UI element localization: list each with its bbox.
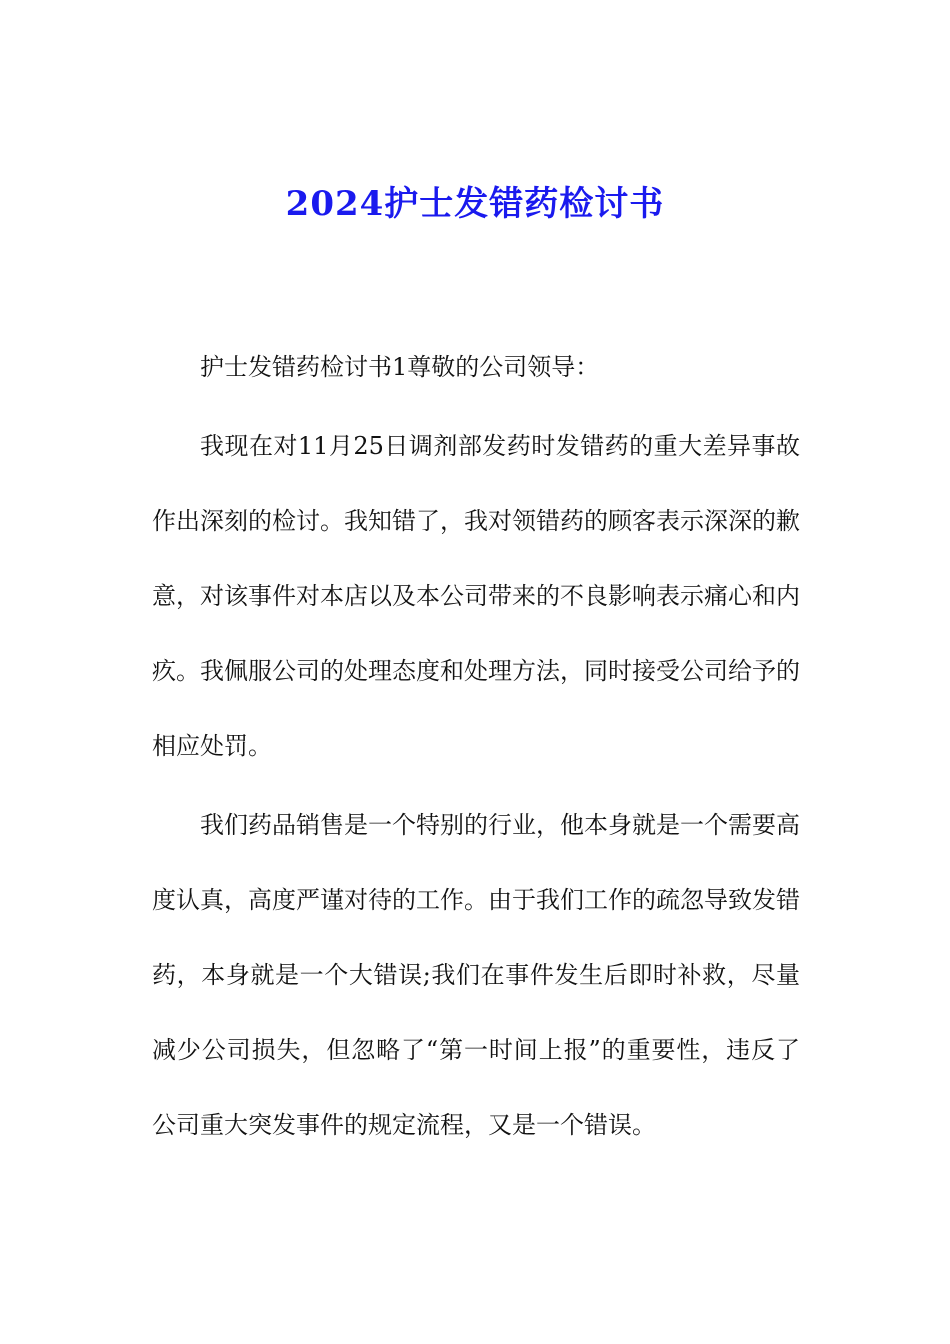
paragraph-reflection: 我们药品销售是一个特别的行业，他本身就是一个需要高度认真，高度严谨对待的工作。由于我们工作的疏忽导致发错药，本身就是一个大错误;我们在事件发生后即时补救，尽量减少公司损失，但忽略了“第一时间上报”的重要性，违反了公司重大突发事件的规定流程，又是一个错误。 <box>152 811 800 1139</box>
paragraph-apology: 我现在对11月25日调剂部发药时发错药的重大差异事故作出深刻的检讨。我知错了，我对领错药的顾客表示深深的歉意，对该事件对本店以及本公司带来的不良影响表示痛心和内疚。我佩服公司的处理态度和处理方法，同时接受公司给予的相应处罚。 <box>152 432 800 760</box>
document-body <box>152 330 800 1167</box>
document-title: 2024护士发错药检讨书 <box>285 184 665 224</box>
paragraph-salutation: 护士发错药检讨书1尊敬的公司领导： <box>200 353 600 381</box>
